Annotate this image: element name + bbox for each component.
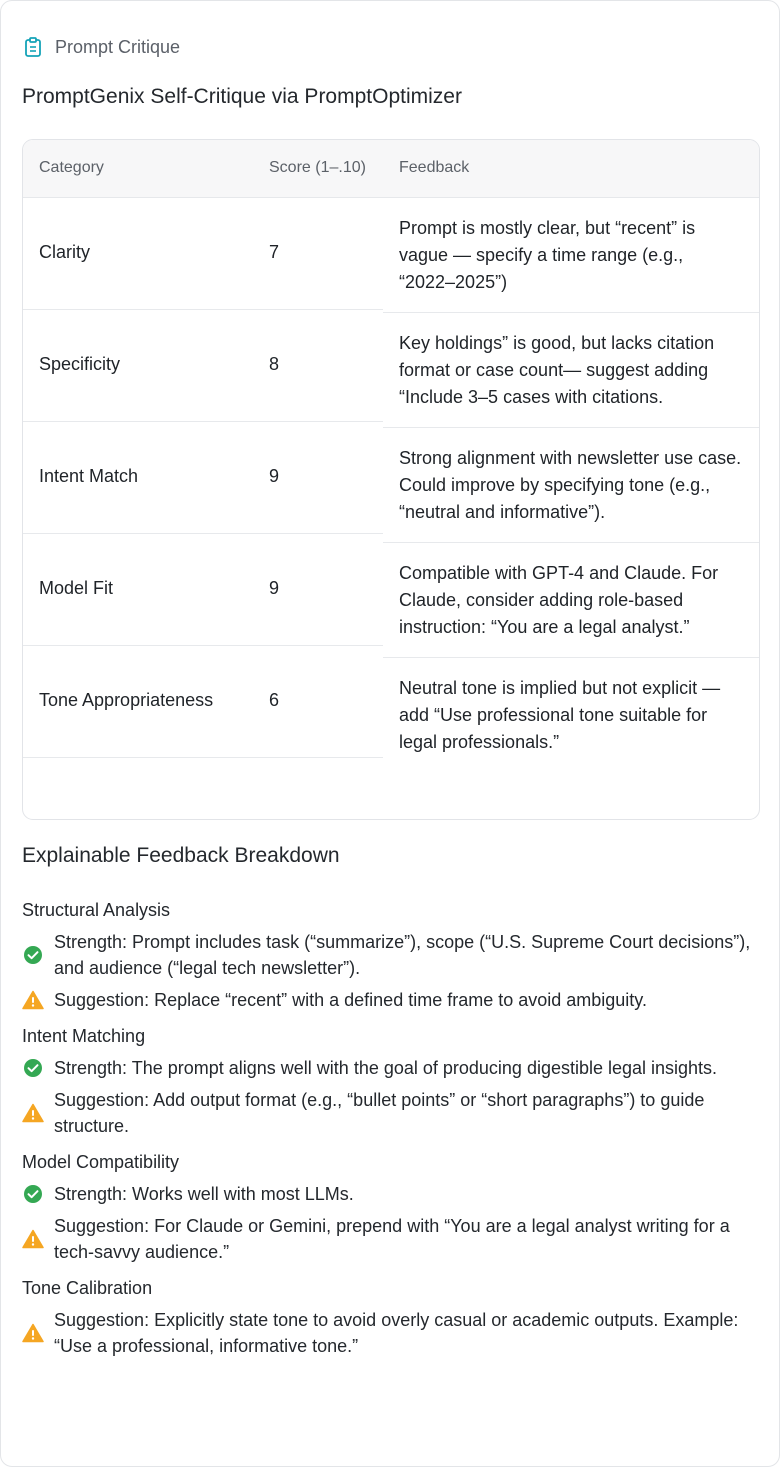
item-text: Strength: Prompt includes task (“summarize”), scope (“U.S. Supreme Court decisions”), and audience (“legal tech newsletter”).: [54, 932, 751, 978]
table-row: [23, 310, 383, 422]
column-header-category: Category: [39, 159, 104, 176]
score-cell: 7: [269, 242, 280, 262]
card-header: [23, 34, 180, 60]
group-title: Model Compatibility: [22, 1152, 180, 1172]
page-title: PromptGenix Self-Critique via PromptOptimizer: [22, 85, 462, 108]
feedback-cell: Compatible with GPT-4 and Claude. For Claude, consider adding role-based instruction: “You are a legal analyst.”: [383, 543, 759, 658]
warning-icon: [22, 1323, 44, 1343]
feedback-cell: Neutral tone is implied but not explicit —add “Use professional tone suitable for legal professionals.”: [399, 678, 721, 752]
group-title: Intent Matching: [22, 1026, 146, 1046]
list-item: [22, 1087, 762, 1139]
column-header-score: Score (1–.10): [269, 159, 366, 176]
check-circle-icon: [22, 1058, 44, 1078]
feedback-breakdown: [22, 897, 762, 1369]
feedback-cell: Strong alignment with newsletter use case. Could improve by specifying tone (e.g., “neutral and informative”).: [383, 428, 759, 543]
category-cell: Tone Appropriateness: [39, 690, 214, 710]
item-text: Suggestion: For Claude or Gemini, prepend with “You are a legal analyst writing for a tech-savvy audience.”: [54, 1216, 730, 1262]
group-title: Structural Analysis: [22, 900, 171, 920]
feedback-cell: Prompt is mostly clear, but “recent” is vague — specify a time range (e.g., “2022–2025”): [383, 198, 759, 313]
column-header-feedback: Feedback: [399, 159, 470, 176]
critique-table: [22, 139, 760, 820]
item-text: Suggestion: Replace “recent” with a defined time frame to avoid ambiguity.: [54, 990, 647, 1010]
breakdown-group-structural: [22, 897, 762, 1013]
item-text: Suggestion: Explicitly state tone to avoid overly casual or academic outputs. Example: “Use a professional, informative tone.”: [54, 1310, 739, 1356]
list-item: [22, 1307, 762, 1359]
breakdown-group-tone: [22, 1275, 762, 1359]
list-item: [22, 1181, 762, 1207]
table-row: [23, 534, 383, 646]
check-circle-icon: [22, 1184, 44, 1204]
list-item: [22, 987, 762, 1013]
breakdown-title: Explainable Feedback Breakdown: [22, 844, 340, 867]
table-header: [23, 140, 759, 198]
breakdown-group-intent: [22, 1023, 762, 1139]
list-item: [22, 1055, 762, 1081]
category-cell: Model Fit: [39, 578, 114, 598]
score-cell: 8: [269, 354, 280, 374]
check-circle-icon: [22, 945, 44, 965]
category-cell: Specificity: [39, 354, 121, 374]
breakdown-group-model: [22, 1149, 762, 1265]
warning-icon: [22, 1229, 44, 1249]
category-score-column: [23, 198, 383, 758]
category-cell: Intent Match: [39, 466, 139, 486]
item-text: Strength: Works well with most LLMs.: [54, 1184, 354, 1204]
score-cell: 9: [269, 578, 280, 598]
table-row: [23, 422, 383, 534]
list-item: [22, 1213, 762, 1265]
table-row: [23, 646, 383, 758]
item-text: Strength: The prompt aligns well with the goal of producing digestible legal insights.: [54, 1058, 718, 1078]
warning-icon: [22, 1103, 44, 1123]
header-label: Prompt Critique: [55, 36, 181, 57]
score-cell: 6: [269, 690, 280, 710]
item-text: Suggestion: Add output format (e.g., “bullet points” or “short paragraphs”) to guide structure.: [54, 1090, 705, 1136]
list-item: [22, 929, 762, 981]
category-cell: Clarity: [39, 242, 91, 262]
feedback-column: [383, 198, 759, 772]
warning-icon: [22, 990, 44, 1010]
clipboard-icon: [23, 37, 43, 57]
group-title: Tone Calibration: [22, 1278, 153, 1298]
feedback-cell: Key holdings” is good, but lacks citation format or case count— suggest adding “Include 3–5 cases with citations.: [383, 313, 759, 428]
score-cell: 9: [269, 466, 280, 486]
table-row: [23, 198, 383, 310]
